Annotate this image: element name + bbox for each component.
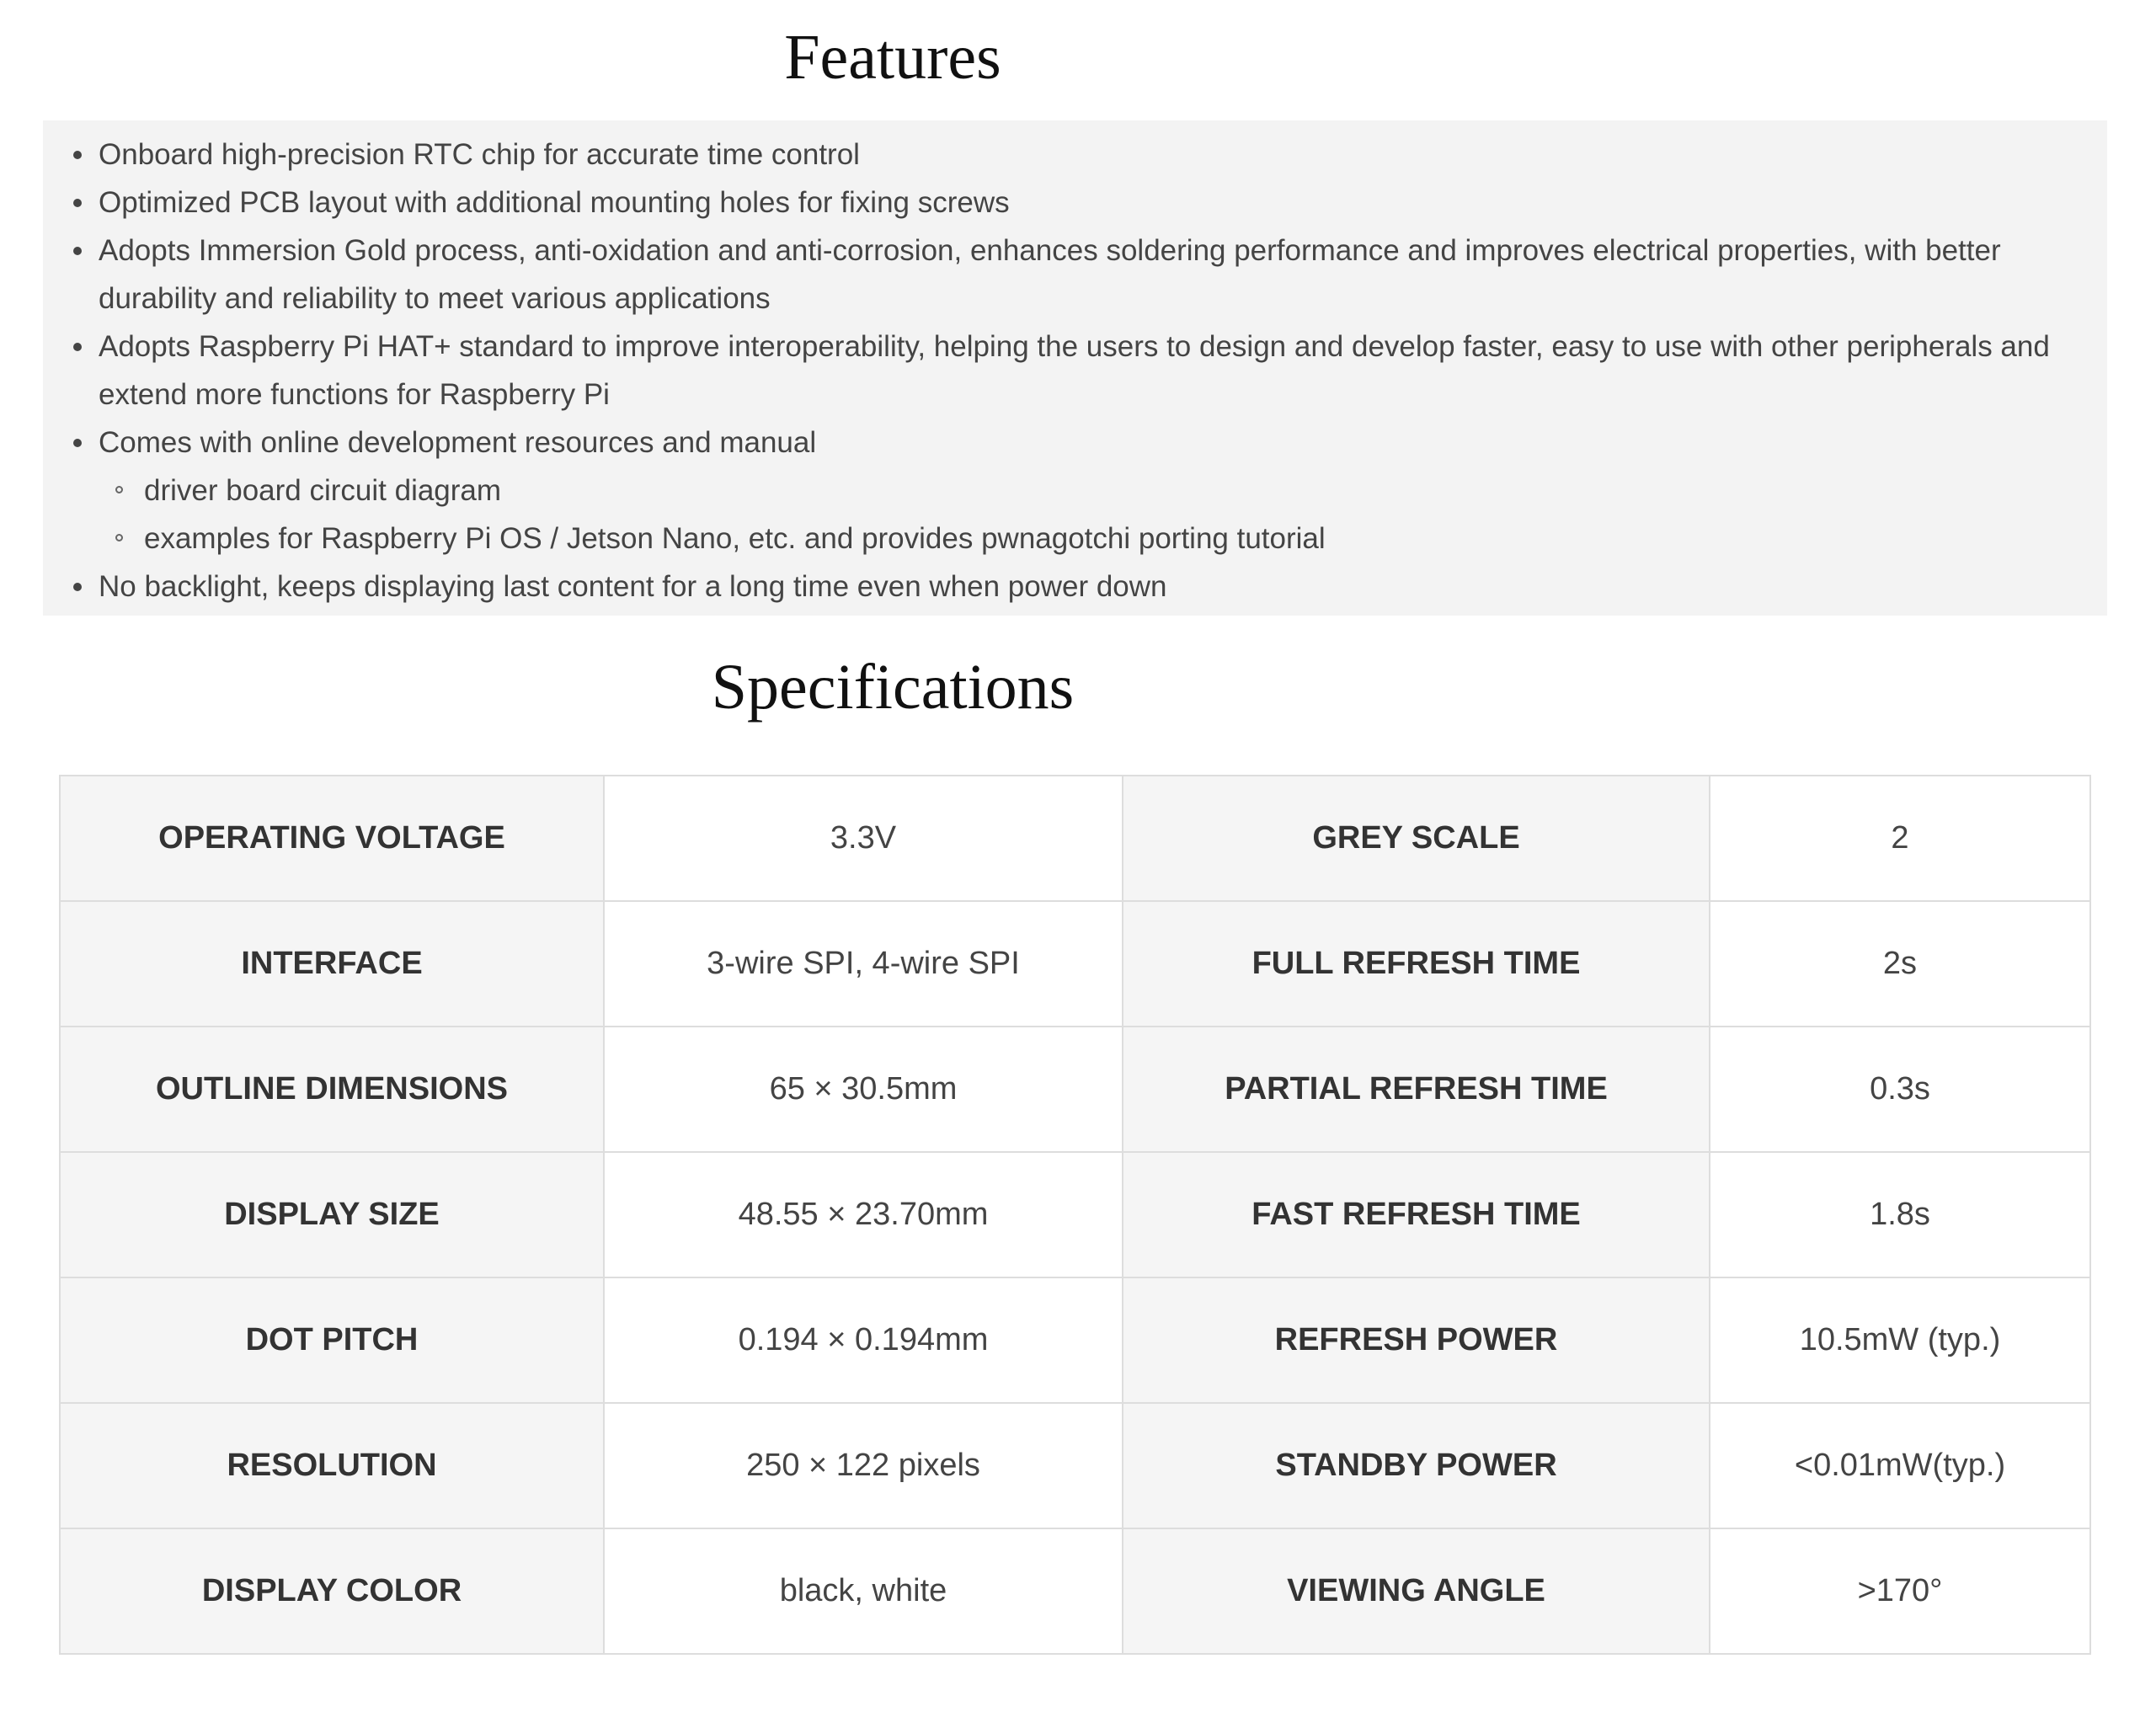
feature-item [43, 563, 2082, 611]
spec-value: 10.5mW (typ.) [1710, 1277, 2090, 1403]
feature-item-text: Comes with online development resources and manual [99, 426, 817, 459]
spec-value: 2 [1710, 776, 2090, 901]
spec-row [60, 901, 2090, 1027]
spec-row [60, 1528, 2090, 1654]
spec-value: 0.3s [1710, 1027, 2090, 1152]
features-title: Features [784, 22, 1001, 93]
spec-value: 0.194 × 0.194mm [604, 1277, 1123, 1403]
spec-value: 3-wire SPI, 4-wire SPI [604, 901, 1123, 1027]
feature-sub-list [99, 467, 2082, 563]
spec-label: RESOLUTION [60, 1403, 604, 1528]
feature-item [43, 419, 2082, 563]
spec-value: 48.55 × 23.70mm [604, 1152, 1123, 1277]
spec-value: 1.8s [1710, 1152, 2090, 1277]
spec-label: DISPLAY SIZE [60, 1152, 604, 1277]
spec-value: 250 × 122 pixels [604, 1403, 1123, 1528]
spec-value: >170° [1710, 1528, 2090, 1654]
feature-sub-item [99, 515, 2082, 563]
spec-label: INTERFACE [60, 901, 604, 1027]
features-list [43, 131, 2082, 611]
spec-value: black, white [604, 1528, 1123, 1654]
spec-row [60, 1152, 2090, 1277]
spec-label: PARTIAL REFRESH TIME [1123, 1027, 1710, 1152]
specifications-table [59, 775, 2091, 1655]
feature-sub-item-text: driver board circuit diagram [144, 474, 502, 507]
spec-row [60, 1403, 2090, 1528]
feature-item-text: Onboard high-precision RTC chip for accurate time control [99, 138, 860, 171]
spec-row [60, 1027, 2090, 1152]
feature-item-text: Adopts Raspberry Pi HAT+ standard to improve interoperability, helping the users to design and develop faster, easy to use with other peripherals and extend more functions for Raspberry Pi [99, 330, 2050, 411]
spec-label: GREY SCALE [1123, 776, 1710, 901]
feature-item-text: Adopts Immersion Gold process, anti-oxidation and anti-corrosion, enhances soldering performance and improves electrical properties, with better durability and reliability to meet various applications [99, 234, 2001, 315]
feature-item-text: No backlight, keeps displaying last content for a long time even when power down [99, 570, 1167, 603]
spec-row [60, 1277, 2090, 1403]
feature-sub-item [99, 467, 2082, 515]
spec-label: REFRESH POWER [1123, 1277, 1710, 1403]
spec-label: DOT PITCH [60, 1277, 604, 1403]
spec-label: OUTLINE DIMENSIONS [60, 1027, 604, 1152]
spec-label: FULL REFRESH TIME [1123, 901, 1710, 1027]
spec-label: FAST REFRESH TIME [1123, 1152, 1710, 1277]
feature-sub-item-text: examples for Raspberry Pi OS / Jetson Nano, etc. and provides pwnagotchi porting tutorial [144, 522, 1326, 555]
feature-item [43, 323, 2082, 419]
spec-value: 65 × 30.5mm [604, 1027, 1123, 1152]
spec-label: DISPLAY COLOR [60, 1528, 604, 1654]
feature-item [43, 179, 2082, 227]
feature-item [43, 227, 2082, 323]
features-panel [43, 120, 2107, 616]
spec-value: 3.3V [604, 776, 1123, 901]
spec-label: OPERATING VOLTAGE [60, 776, 604, 901]
specifications-title: Specifications [711, 652, 1075, 723]
spec-value: <0.01mW(typ.) [1710, 1403, 2090, 1528]
spec-value: 2s [1710, 901, 2090, 1027]
spec-row [60, 776, 2090, 901]
feature-item-text: Optimized PCB layout with additional mounting holes for fixing screws [99, 186, 1010, 219]
spec-label: STANDBY POWER [1123, 1403, 1710, 1528]
spec-label: VIEWING ANGLE [1123, 1528, 1710, 1654]
feature-item [43, 131, 2082, 179]
